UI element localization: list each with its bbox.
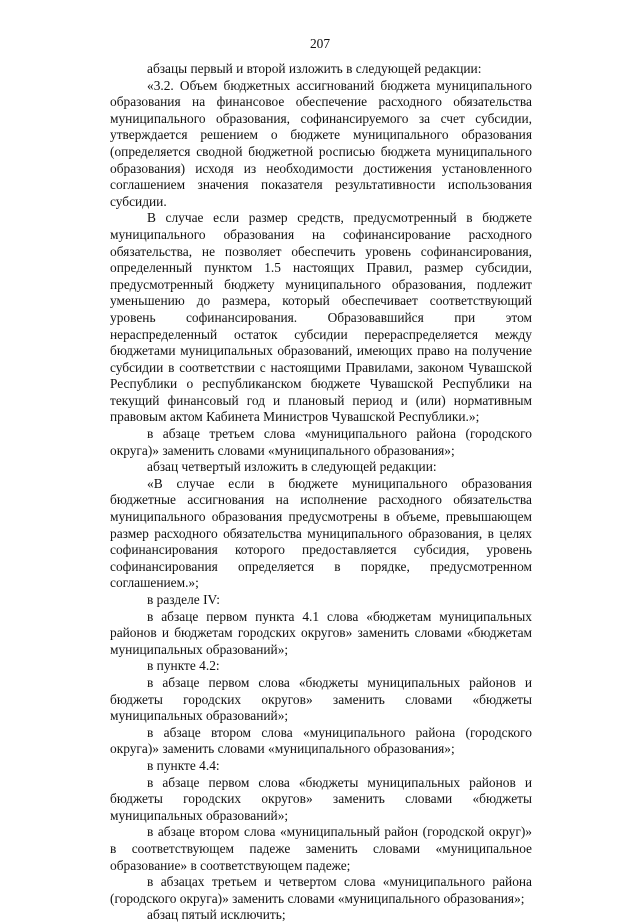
- paragraph: в абзаце втором слова «муниципального района (городского округа)» заменить словами «муниципального образования»;: [110, 724, 532, 757]
- paragraph: в абзаце втором слова «муниципальный район (городской округ)» в соответствующем падеже заменить словами «муниципальное образование» в соответствующем падеже;: [110, 824, 532, 873]
- paragraph: в пункте 4.4:: [147, 757, 220, 773]
- paragraph: в пункте 4.2:: [147, 658, 220, 674]
- paragraph: в абзаце первом слова «бюджеты муниципальных районов и бюджеты городских округов» заменить словами «бюджеты муниципальных образований»;: [110, 674, 532, 724]
- paragraph: в абзаце первом слова «бюджеты муниципальных районов и бюджеты городских округов» заменить словами «бюджеты муниципальных образований»;: [110, 774, 532, 823]
- paragraph: абзац четвертый изложить в следующей редакции:: [147, 459, 437, 475]
- paragraph: абзац пятый исключить;: [147, 907, 286, 923]
- paragraph: в абзацах третьем и четвертом слова «муниципального района (городского округа)» заменить словами «муниципального образования»;: [110, 874, 532, 906]
- paragraph: «3.2. Объем бюджетных ассигнований бюджета муниципального образования на финансовое обеспечение расходного обязательства муниципального образования, софинансируемого за счет субсидии, утверждается решением о бюджете муниципального образования (определяется сводной бюджетной росписью бюджета муниципального образования) исходя из необходимости достижения установленного соглашением значения показателя результативности использования субсидии.: [110, 77, 532, 209]
- paragraph: абзацы первый и второй изложить в следующей редакции:: [147, 61, 482, 76]
- document-body: [110, 61, 532, 924]
- paragraph: В случае если размер средств, предусмотренный в бюджете муниципального образования на софинансирование расходного обязательства, не позволяет обеспечить уровень софинансирования, определенный пунктом 1.5 настоящих Правил, размер субсидии, предусмотренный бюджету муниципального образования, подлежит уменьшению до размера, который обеспечивает соответствующий уровень софинансирования. Образовавшийся при этом нераспределенный остаток субсидии перераспределяется между бюджетами муниципальных образований, имеющих право на получение субсидии в соответствии с настоящими Правилами, законом Чувашской Республики о республиканском бюджете Чувашской Республики на текущий финансовый год и плановый период и (или) нормативным правовым актом Кабинета Министров Чувашской Республики.»;: [110, 210, 532, 425]
- page-number: 207: [309, 36, 331, 51]
- paragraph: в абзаце первом пункта 4.1 слова «бюджетам муниципальных районов и бюджетам городских округов» заменить словами «бюджетам муниципальных образований»;: [110, 608, 532, 657]
- paragraph: в абзаце третьем слова «муниципального района (городского округа)» заменить словами «муниципального образования»;: [110, 426, 532, 458]
- paragraph: в разделе IV:: [147, 592, 220, 607]
- paragraph: «В случае если в бюджете муниципального образования бюджетные ассигнования на исполнение расходного обязательства муниципального образования предусмотрены в объеме, превышающем размер расходного обязательства муниципального образования, в целях софинансирования которого предоставляется субсидия, уровень софинансирования определяется в порядке, предусмотренном соглашением.»;: [110, 475, 532, 591]
